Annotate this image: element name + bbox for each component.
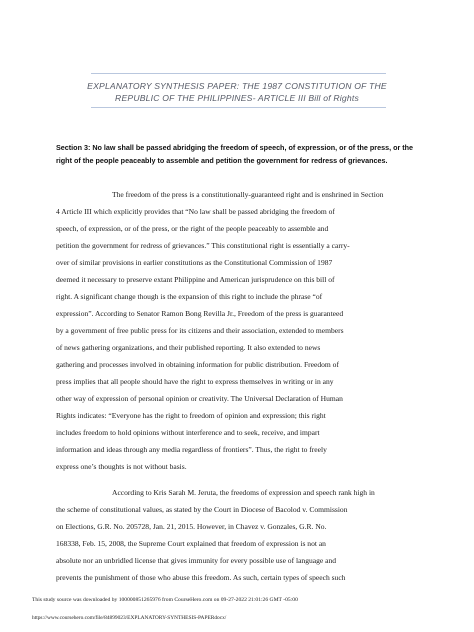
section-heading-line-2: right of the people peaceably to assemble and petition the government for redress of grievances. [56,155,388,165]
body-line: 4 Article III which explicitly provides that “No law shall be passed abridging the freedom of [56,207,335,216]
body-line: other way of expression of personal opinion or creativity. The Universal Declaration of Human [56,394,343,403]
body-line: absolute nor an unbridled license that gives immunity for every possible use of language and [56,556,337,565]
body-line: According to Kris Sarah M. Jeruta, the freedoms of expression and speech rank high in [112,488,375,497]
body-line: gathering and processes involved in obtaining information for public distribution. Freedom of [56,360,339,369]
body-line: includes freedom to hold opinions without interference and to seek, receive, and impart [56,428,320,437]
download-source-note: This study source was downloaded by 100000851265976 from CourseHero.com on 09-27-2022 21:01:26 GMT -05:00 [32,597,298,603]
body-line: Rights indicates: “Everyone has the right to freedom of opinion and expression; this right [56,411,326,420]
body-line: of news gathering organizations, and their published reporting. It also extended to news [56,343,321,352]
source-url-link[interactable]: https://www.coursehero.com/file/84899023/EXPLANATORY-SYNTHESIS-PAPERdocx/ [32,615,227,621]
section-heading-line-1: Section 3: No law shall be passed abridging the freedom of speech, of expression, or of the press, or the [56,143,414,152]
body-line: express one’s thoughts is not without basis. [56,462,187,471]
body-line: The freedom of the press is a constitutionally-guaranteed right and is enshrined in Section [112,190,384,199]
body-line: on Elections, G.R. No. 205728, Jan. 21, 2015. However, in Chavez v. Gonzales, G.R. No. [56,522,327,531]
document-title [60,80,414,104]
body-line: right. A significant change though is the expansion of this right to include the phrase “of [56,292,323,301]
title-line-2: REPUBLIC OF THE PHILIPPINES- ARTICLE III Bill of Rights [115,93,359,103]
body-line: 168338, Feb. 15, 2008, the Supreme Court explained that freedom of expression is not an [56,539,326,548]
section-heading [56,142,420,167]
body-line: by a government of free public press for its citizens and their association, extended to members [56,326,344,335]
body-line: over of similar provisions in earlier constitutions as the Constitutional Commission of 1987 [56,258,333,267]
body-line: speech, of expression, or of the press, or the right of the people peaceably to assemble and [56,224,329,233]
body-line: deemed it necessary to preserve extant Philippine and American jurisprudence on this bill of [56,275,335,284]
body-line: petition the government for redress of grievances.” This constitutional right is essentially a carry- [56,241,350,250]
body-line: press implies that all people should have the right to express themselves in writing or in any [56,377,334,386]
body-line: prevents the punishment of those who abuse this freedom. As such, certain types of speech such [56,573,346,582]
body-line: information and ideas through any media regardless of frontiers”. Thus, the right to freely [56,445,327,454]
body-line: the scheme of constitutional values, as stated by the Court in Diocese of Bacolod v. Commission [56,505,348,514]
title-line-1: EXPLANATORY SYNTHESIS PAPER: THE 1987 CONSTITUTION OF THE [87,81,387,91]
title-bottom-rule [91,107,386,108]
title-top-rule [91,73,386,74]
body-line: expression”. According to Senator Ramon Bong Revilla Jr., Freedom of the press is guaranteed [56,309,344,318]
